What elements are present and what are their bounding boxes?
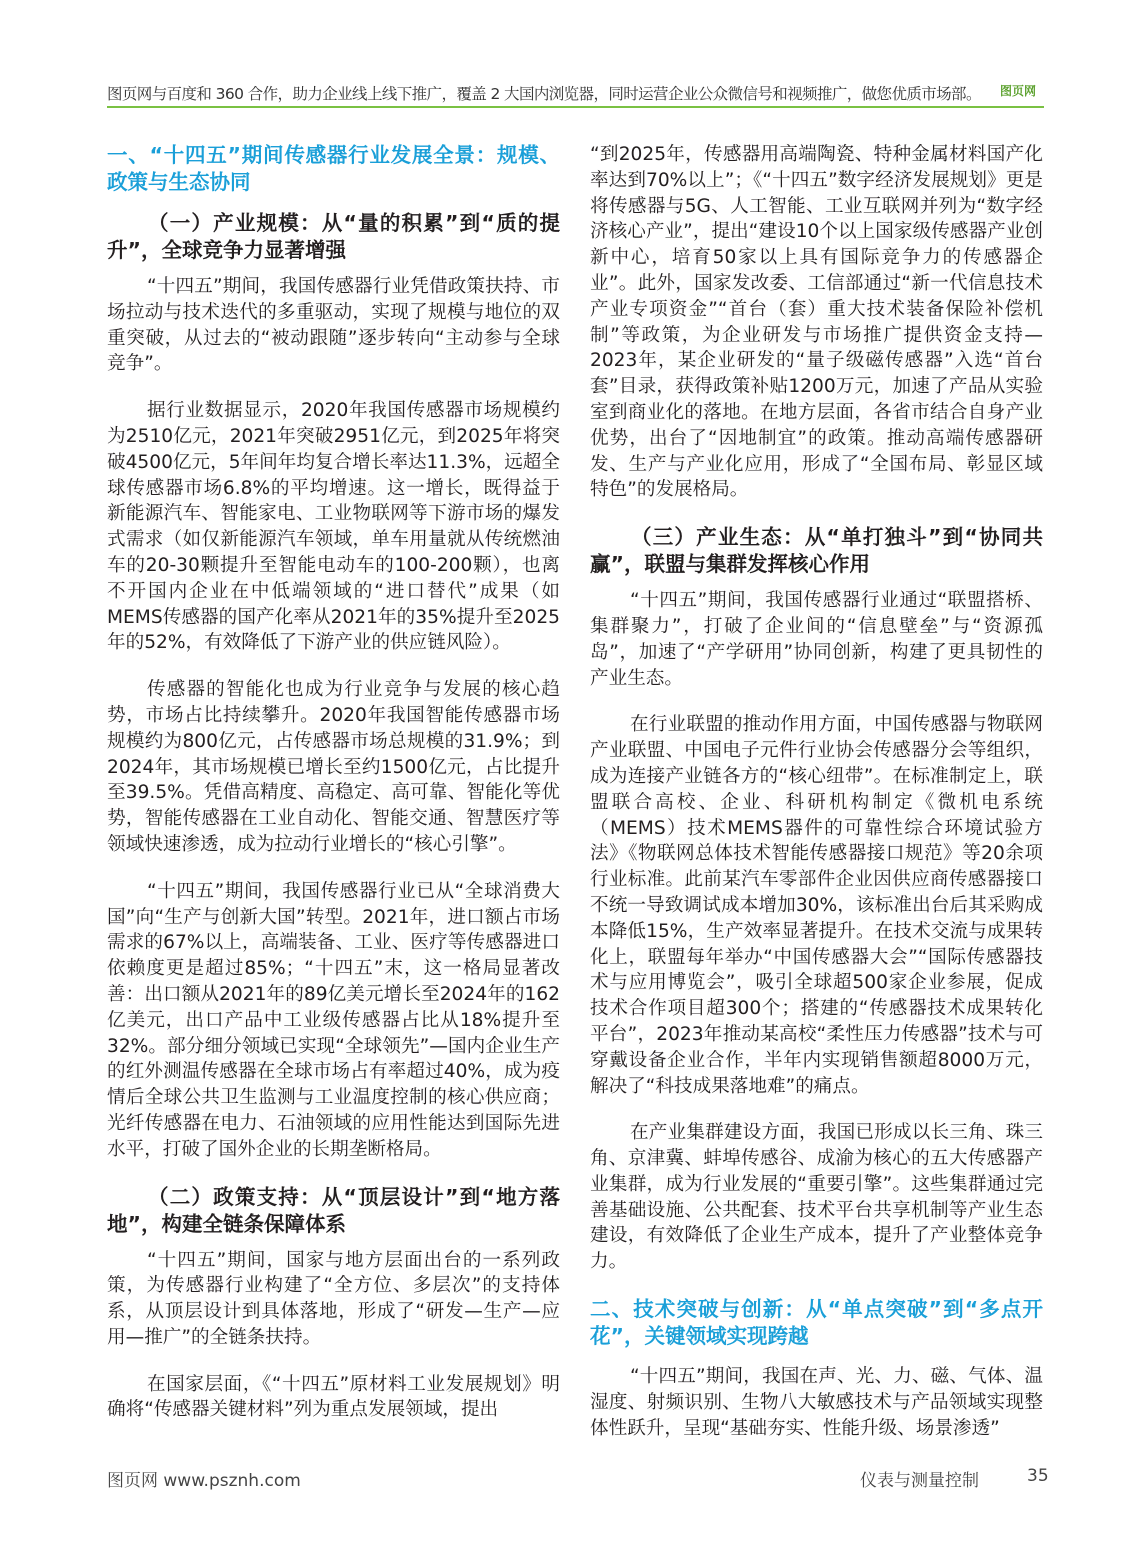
right-column (590, 142, 1043, 1442)
footer-site: 图页网 www.psznh.com (107, 1471, 301, 1491)
paragraph: “十四五”期间，国家与地方层面出台的一系列政策，为传感器行业构建了“全方位、多层次”的支持体系，从顶层设计到具体落地，形成了“研发—生产—应用—推广”的全链条扶持。 (107, 1249, 560, 1348)
paragraph: “十四五”期间，我国传感器行业已从“全球消费大国”向“生产与创新大国”转型。2021年，进口额占市场需求的67%以上，高端装备、工业、医疗等传感器进口依赖度更是超过85%；“十四五”末，这一格局显著改善：出口额从2021年的89亿美元增长至2024年的162亿美元，出口产品中工业级传感器占比从18%提升至32%。部分细分领域已实现“全球领先”—国内企业生产的红外测温传感器在全球市场占有率超过40%，成为疫情后全球公共卫生监测与工业温度控制的核心供应商；光纤传感器在电力、石油领域的应用性能达到国际先进水平，打破了国外企业的长期垄断格局。 (107, 880, 560, 1160)
paragraph: 在产业集群建设方面，我国已形成以长三角、珠三角、京津冀、蚌埠传感谷、成渝为核心的五大传感器产业集群，成为行业发展的“重要引擎”。这些集群通过完善基础设施、公共配套、技术平台共享机制等产业生态建设，有效降低了企业生产成本，提升了产业整体竞争力。 (590, 1122, 1043, 1273)
subsection-heading: （三）产业生态：从“单打独斗”到“协同共赢”，联盟与集群发挥核心作用 (590, 525, 1043, 577)
paragraph: “到2025年，传感器用高端陶瓷、特种金属材料国产化率达到70%以上”；《“十四五”数字经济发展规划》更是将传感器与5G、人工智能、工业互联网并列为“数字经济核心产业”，提出“建设10个以上国家级传感器产业创新中心，培育50家以上具有国际竞争力的传感器企业”。此外，国家发改委、工信部通过“新一代信息技术产业专项资金”“首台（套）重大技术装备保险补偿机制”等政策，为企业研发与市场推广提供资金支持—2023年，某企业研发的“量子级磁传感器”入选“首台套”目录，获得政策补贴1200万元，加速了产品从实验室到商业化的落地。在地方层面，各省市结合自身产业优势，出台了“因地制宜”的政策。推动高端传感器研发、生产与产业化应用，形成了“全国布局、彰显区域特色”的发展格局。 (590, 144, 1043, 501)
paragraph: 在行业联盟的推动作用方面，中国传感器与物联网产业联盟、中国电子元件行业协会传感器分会等组织，成为连接产业链各方的“核心纽带”。在标准制定上，联盟联合高校、企业、科研机构制定《微机电系统（MEMS）技术MEMS器件的可靠性综合环境试验方法》《物联网总体技术智能传感器接口规范》等20余项行业标准。此前某汽车零部件企业因供应商传感器接口不统一导致调试成本增加30%，该标准出台后其采购成本降低15%，生产效率显著提升。在技术交流与成果转化上，联盟每年举办“中国传感器大会”“国际传感器技术与应用博览会”，吸引全球超500家企业参展，促成技术合作项目超300个；搭建的“传感器技术成果转化平台”，2023年推动某高校“柔性压力传感器”技术与可穿戴设备企业合作，半年内实现销售额超8000万元，解决了“科技成果落地难”的痛点。 (590, 714, 1043, 1097)
paragraph: 据行业数据显示，2020年我国传感器市场规模约为2510亿元，2021年突破2951亿元，到2025年将突破4500亿元，5年间年均复合增长率达11.3%，远超全球传感器市场6.8%的平均增速。这一增长，既得益于新能源汽车、智能家电、工业物联网等下游市场的爆发式需求（如仅新能源汽车领域，单车用量就从传统燃油车的20-30颗提升至智能电动车的100-200颗），也离不开国内企业在中低端领域的“进口替代”成果（如MEMS传感器的国产化率从2021年的35%提升至2025年的52%，有效降低了下游产业的供应链风险）。 (107, 400, 560, 654)
section-heading: 一、“十四五”期间传感器行业发展全景：规模、政策与生态协同 (107, 143, 560, 194)
subsection-heading: （二）政策支持：从“顶层设计”到“地方落地”，构建全链条保障体系 (107, 1184, 560, 1236)
footer-journal-name: 仪表与测量控制 (860, 1471, 979, 1491)
header-banner: 图页网与百度和 360 合作，助力企业线上线下推广，覆盖 2 大国内浏览器，同时运营企业公众微信号和视频推广，做您优质市场部。 (107, 85, 981, 103)
left-column (107, 142, 560, 1442)
header-divider (107, 106, 1044, 108)
paragraph: “十四五”期间，我国传感器行业通过“联盟搭桥、集群聚力”，打破了企业间的“信息壁垒”与“资源孤岛”，加速了“产学研用”协同创新，构建了更具韧性的产业生态。 (590, 590, 1043, 689)
paragraph: “十四五”期间，我国在声、光、力、磁、气体、温湿度、射频识别、生物八大敏感技术与产品领域实现整体性跃升，呈现“基础夯实、性能升级、场景渗透” (590, 1366, 1043, 1439)
site-logo: 图页网 (1000, 84, 1037, 98)
paragraph: 在国家层面，《“十四五”原材料工业发展规划》明确将“传感器关键材料”列为重点发展领域，提出 (107, 1373, 560, 1421)
subsection-heading: （一）产业规模：从“量的积累”到“质的提升”，全球竞争力显著增强 (107, 211, 560, 262)
paragraph: “十四五”期间，我国传感器行业凭借政策扶持、市场拉动与技术迭代的多重驱动，实现了规模与地位的双重突破，从过去的“被动跟随”逐步转向“主动参与全球竞争”。 (107, 276, 560, 375)
section-heading: 二、技术突破与创新：从“单点突破”到“多点开花”，关键领域实现跨越 (590, 1297, 1043, 1349)
paragraph: 传感器的智能化也成为行业竞争与发展的核心趋势，市场占比持续攀升。2020年我国智能传感器市场规模约为800亿元，占传感器市场总规模的31.9%；到2024年，其市场规模已增长至约1500亿元，占比提升至39.5%。凭借高精度、高稳定、高可靠、智能化等优势，智能传感器在工业自动化、智能交通、智慧医疗等领域快速渗透，成为拉动行业增长的“核心引擎”。 (107, 679, 560, 855)
page-number: 35 (1027, 1466, 1049, 1486)
